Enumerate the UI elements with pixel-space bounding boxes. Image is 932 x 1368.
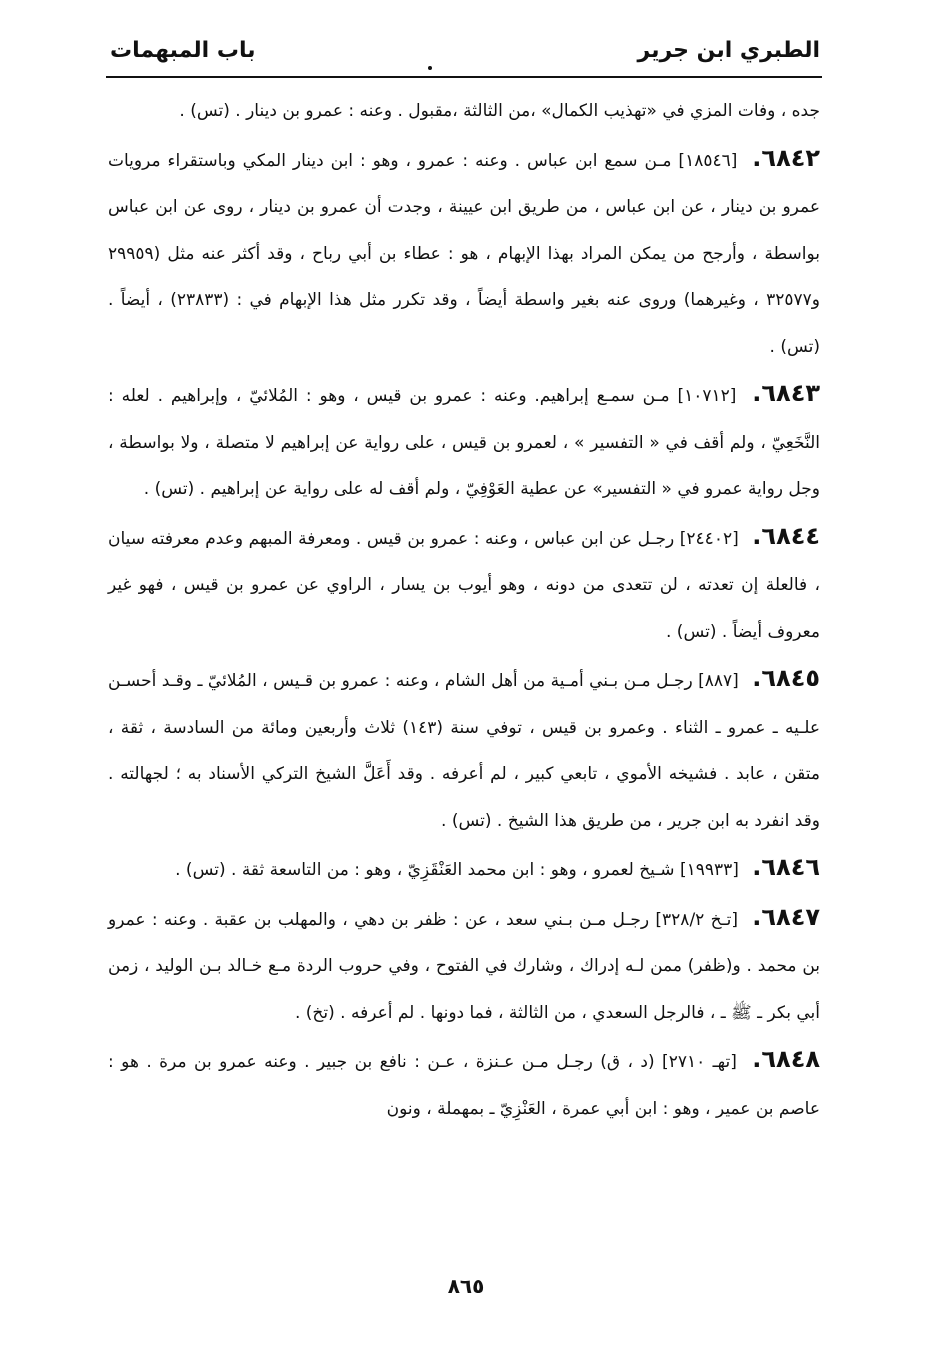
- entry-number: ٦٨٤٨.: [752, 1045, 820, 1073]
- header-rule: [106, 76, 822, 78]
- page-body: [108, 88, 820, 1132]
- running-header: [110, 28, 820, 72]
- entry-number: ٦٨٤٥.: [752, 664, 820, 692]
- entry-6845: [108, 655, 820, 844]
- entry-6846: [108, 844, 820, 894]
- entry-text: [٢٤٤٠٢] رجـل عن ابن عباس ، وعنه : عمرو بن قيس . ومعرفة المبهم وعدم معرفته سيان ، فالعلة إن تعدته ، لن تتعدى من دونه ، وهو أيوب بن يسار ، الراوي عن عمرو بن قيس ، فهو غير معروف أيضاً . (تس) .: [108, 528, 820, 642]
- entry-6848: [108, 1036, 820, 1132]
- entry-number: ٦٨٤٣.: [752, 379, 820, 407]
- entry-text: [١٨٥٤٦] مـن سمع ابن عباس . وعنه : عمرو ، وهو : ابن دينار المكي وباستقراء مرويات عمرو بن دينار ، عن ابن عباس ، من طريق ابن عيينة ، وجدت أن عمرو بن دينار ، روى عن ابن عباس بواسطة ، وأرجح من يمكن المراد بهذا الإبهام ، هو : عطاء بن أبي رباح ، وقد أكثر عنه مثل (٢٩٩٥٩ و٣٢٥٧٧ ، وغيرهما) وروى عنه بغير واسطة أيضاً ، وقد تكرر مثل هذا الإبهام في : (٢٣٨٣٣) ، أيضاً . (تس) .: [108, 150, 820, 357]
- header-rule-dot: [428, 66, 432, 70]
- entry-number: ٦٨٤٦.: [752, 853, 820, 881]
- page-number: ٨٦٥: [447, 1274, 485, 1298]
- entry-number: ٦٨٤٤.: [752, 521, 821, 550]
- entry-6843: [108, 370, 820, 513]
- entry-text: [٨٨٧] رجـل مـن بـني أمـية من أهل الشام ، وعنه : عمرو بن قـيس ، المُلائيّ ـ وقـد أحسـن علـيه ـ عمرو ـ الثناء . وعمرو بن قيس ، توفي سنة (١٤٣) ثلاث وأربعين ومائة من السادسة ، ثقة ، متقن ، عابد . فشيخه الأموي ، تابعي كبير ، لم أعرفه . وقد أَعَلَّ الشيخ التركي الأسناد به ؛ لجهالته . وقد انفرد به ابن جرير ، من طريق هذا الشيخ . (تس) .: [108, 671, 820, 831]
- entry-6844: [108, 513, 820, 656]
- entry-text: [١٠٧١٢] مـن سمـع إبراهيم. وعنه : عمرو بن قيس ، وهو : المُلائيّ ، وإبراهيم . لعله : النَّخَعِيّ ، ولم أقف في « التفسير » ، لعمرو بن قيس ، على رواية عن إبراهيم لا متصلة ، ولا بواسطة ، وجل رواية عمرو في « التفسير» عن عطية العَوْفِيّ ، ولم أقف له على رواية عن إبراهيم . (تس) .: [108, 386, 820, 499]
- entry-text: [تـخ ٣٢٨/٢] رجـل مـن بـني سعد ، عن : ظفر بن دهي ، والمهلب بن عقبة . وعنه : عمرو بن محمد . و(ظفر) ممن لـه إدراك ، وشارك في الفتوح ، وفي حروب الردة مـع خـالد بـن الوليد ، زمن أبي بكر ـ ﷺ ـ ، فالرجل السعدي ، من الثالثة ، فما دونها . لم أعرفه . (تخ) .: [108, 909, 820, 1023]
- entry-number: ٦٨٤٢.: [752, 143, 821, 172]
- entry-text: [١٩٩٣٣] شـيخ لعمرو ، وهو : ابن محمد العَنْقَزِيّ ، وهو : من التاسعة ثقة . (تس) .: [175, 860, 739, 880]
- entry-6847: [108, 894, 820, 1037]
- entry-number: ٦٨٤٧.: [752, 902, 820, 931]
- header-left-title: باب المبهمات: [110, 37, 256, 63]
- entry-text: [تهـ ٢٧١٠] (د ، ق) رجـل مـن عـنزة ، عـن : نافع بن جبير . وعنه عمرو بن مرة . هو : عاصم بن عمير ، وهو : ابن أبي عمرة ، العَنْزِيّ ـ بمهملة ، ونون: [108, 1052, 820, 1119]
- intro-paragraph: جده ، وفات المزي في «تهذيب الكمال» ،من الثالثة ،مقبول . وعنه : عمرو بن دينار . (تس) .: [179, 101, 820, 121]
- entry-6842: [108, 135, 820, 371]
- header-right-title: الطبري ابن جرير: [637, 37, 820, 63]
